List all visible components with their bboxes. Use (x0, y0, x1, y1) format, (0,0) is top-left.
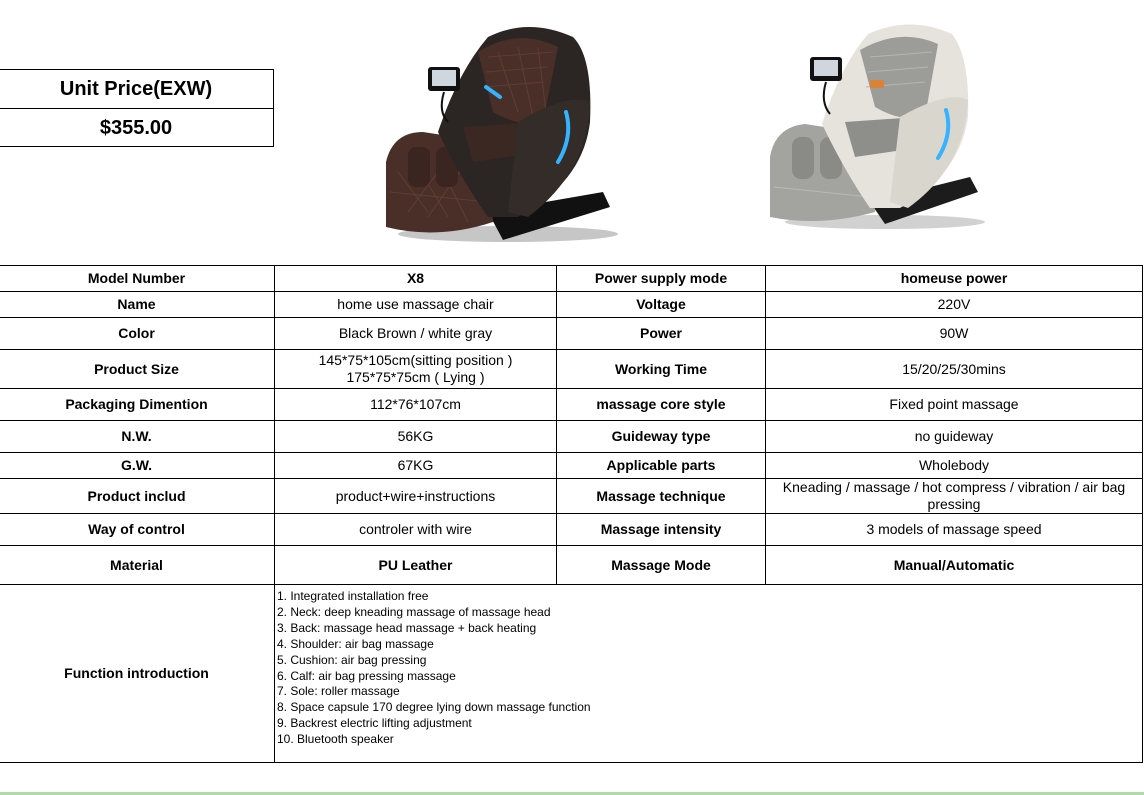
table-row (0, 546, 1143, 585)
spec-key: Applicable parts (557, 453, 766, 479)
table-row (0, 350, 1143, 389)
spec-value: Manual/Automatic (766, 546, 1143, 585)
spec-key: Power supply mode (557, 266, 766, 292)
spec-value: 220V (766, 292, 1143, 318)
function-introduction-label: Function introduction (0, 585, 275, 763)
spec-value: Black Brown / white gray (275, 318, 557, 350)
spec-key: Massage intensity (557, 514, 766, 546)
specification-table (0, 265, 1143, 763)
spec-key: Color (0, 318, 275, 350)
unit-price-value: $355.00 (0, 108, 273, 147)
spec-value: 112*76*107cm (275, 389, 557, 421)
spec-key: Power (557, 318, 766, 350)
list-item: 3. Back: massage head massage + back heating (277, 620, 537, 635)
spec-key: Guideway type (557, 421, 766, 453)
table-row (0, 514, 1143, 546)
spec-value: 90W (766, 318, 1143, 350)
list-item: 7. Sole: roller massage (277, 684, 400, 699)
list-item: 5. Cushion: air bag pressing (277, 652, 427, 667)
product-size-lying: 175*75*75cm ( Lying ) (346, 369, 485, 385)
spec-key: massage core style (557, 389, 766, 421)
spec-value: 56KG (275, 421, 557, 453)
list-item: 8. Space capsule 170 degree lying down massage function (277, 700, 591, 715)
spec-key: Voltage (557, 292, 766, 318)
list-item: 10. Bluetooth speaker (277, 732, 394, 747)
table-row (0, 421, 1143, 453)
function-list (275, 585, 1143, 763)
spec-key: Massage technique (557, 479, 766, 514)
spec-key: Material (0, 546, 275, 585)
spec-value: product+wire+instructions (275, 479, 557, 514)
chair-white-gray-image (760, 12, 988, 230)
list-item: 2. Neck: deep kneading massage of massage head (277, 604, 551, 619)
spec-value: controler with wire (275, 514, 557, 546)
spec-value: 15/20/25/30mins (766, 350, 1143, 389)
spec-value: 3 models of massage speed (766, 514, 1143, 546)
spec-value: Kneading / massage / hot compress / vibration / air bag pressing (766, 479, 1143, 514)
spec-value: PU Leather (275, 546, 557, 585)
unit-price-box (0, 69, 274, 147)
spec-key: Model Number (0, 266, 275, 292)
spec-key: Product Size (0, 350, 275, 389)
table-row (0, 585, 1143, 763)
spec-key: Way of control (0, 514, 275, 546)
spec-value: Fixed point massage (766, 389, 1143, 421)
spec-key: Working Time (557, 350, 766, 389)
list-item: 1. Integrated installation free (277, 589, 429, 603)
table-row (0, 453, 1143, 479)
spec-value: home use massage chair (275, 292, 557, 318)
spec-value: no guideway (766, 421, 1143, 453)
spec-key: Name (0, 292, 275, 318)
spec-value: X8 (275, 266, 557, 292)
spec-key: Packaging Dimention (0, 389, 275, 421)
product-size-sitting: 145*75*105cm(sitting position ) (318, 352, 513, 368)
unit-price-label: Unit Price(EXW) (59, 77, 213, 100)
list-item: 6. Calf: air bag pressing massage (277, 668, 456, 683)
table-row (0, 479, 1143, 514)
table-row (0, 389, 1143, 421)
table-row (0, 318, 1143, 350)
list-item: 4. Shoulder: air bag massage (277, 636, 434, 651)
table-row (0, 266, 1143, 292)
chair-black-brown-image (368, 12, 618, 244)
table-row (0, 292, 1143, 318)
spec-value: 67KG (275, 453, 557, 479)
spec-value: Wholebody (766, 453, 1143, 479)
spec-key: N.W. (0, 421, 275, 453)
list-item: 9. Backrest electric lifting adjustment (277, 716, 472, 731)
spec-key: Massage Mode (557, 546, 766, 585)
spec-key: Product includ (0, 479, 275, 514)
spec-value: homeuse power (766, 266, 1143, 292)
spec-key: G.W. (0, 453, 275, 479)
spec-value (275, 350, 557, 389)
